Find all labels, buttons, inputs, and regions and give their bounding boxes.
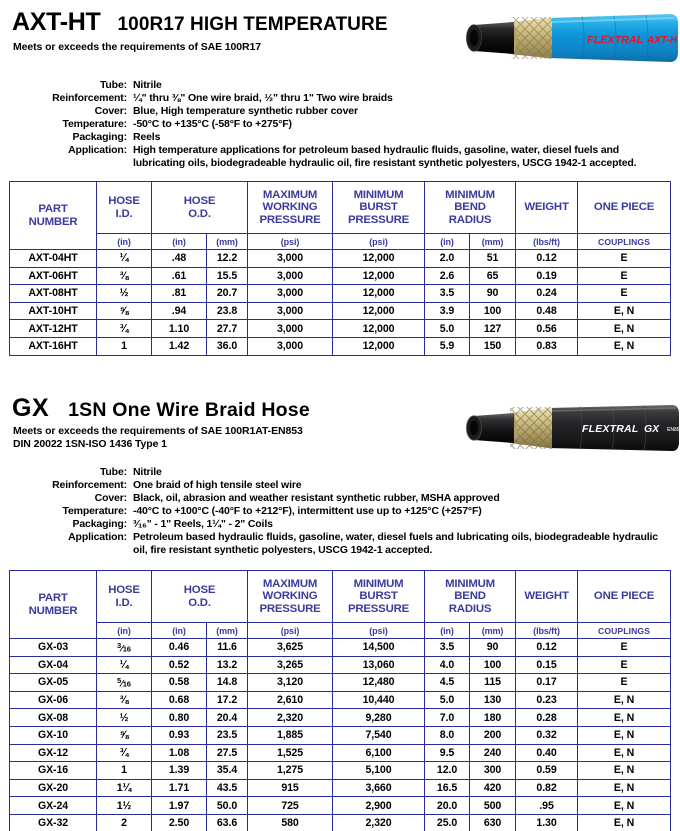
cell-br-in: 3.5 [425,639,470,657]
table-row [10,744,671,762]
spec-label: Temperature: [62,505,127,518]
cell-part: GX-03 [10,639,97,657]
unit-hose-od-mm: (mm) [207,234,248,250]
table-body-axt-ht [10,250,671,356]
cell-id-in: ¼ [97,250,152,268]
cell-weight: .95 [516,797,578,815]
cell-mwp: 1,885 [248,726,333,744]
cell-od-in: 1.97 [152,797,207,815]
cell-od-mm: 50.0 [207,797,248,815]
cell-br-in: 7.0 [425,709,470,727]
cell-weight: 0.19 [516,267,578,285]
cell-br-in: 3.9 [425,302,470,320]
header-weight: WEIGHT [516,571,578,623]
spec-row [0,144,668,169]
cell-weight: 0.82 [516,779,578,797]
spec-value: -50°C to +135°C (-58°F to +275°F) [133,118,292,131]
cell-mbp: 12,000 [333,250,425,268]
cell-mbp: 3,660 [333,779,425,797]
cell-part: GX-20 [10,779,97,797]
cell-od-mm: 35.4 [207,762,248,780]
cell-od-mm: 23.5 [207,726,248,744]
cell-id-in: ½ [97,285,152,303]
table-row [10,814,671,831]
table-header-row [10,571,671,623]
table-row [10,639,671,657]
cell-couplings: E [578,656,671,674]
cell-weight: 0.12 [516,250,578,268]
cell-br-mm: 630 [470,814,516,831]
spec-value-cont: lubricating oils, biodegradeable hydraulic oil, fire resistant synthetic polyesters, USCG 1942-1 accepted. [133,157,637,170]
cell-br-mm: 420 [470,779,516,797]
cell-weight: 0.56 [516,320,578,338]
spec-row [0,518,676,531]
cell-weight: 1.30 [516,814,578,831]
cell-id-in: ⅜ [97,267,152,285]
cell-part: GX-04 [10,656,97,674]
cell-couplings: E [578,639,671,657]
spec-label: Cover: [94,492,127,505]
spec-list-axt-ht [0,79,668,170]
cell-mbp: 12,000 [333,337,425,355]
cell-weight: 0.59 [516,762,578,780]
cell-mwp: 1,275 [248,762,333,780]
spec-label: Application: [68,144,127,157]
cell-od-mm: 12.2 [207,250,248,268]
spec-table-axt-ht [9,181,671,356]
unit-mwp-psi: (psi) [248,234,333,250]
spec-value: Black, oil, abrasion and weather resistant synthetic rubber, MSHA approved [133,492,500,505]
cell-id-in: ¾ [97,744,152,762]
unit-hose-od-in: (in) [152,623,207,639]
cell-br-mm: 240 [470,744,516,762]
cell-couplings: E, N [578,797,671,815]
spec-row [0,492,676,505]
product-name-gx: 1SN One Wire Braid Hose [68,399,310,421]
cell-id-in: ⅝ [97,302,152,320]
cell-od-in: 0.52 [152,656,207,674]
unit-hose-od-in: (in) [152,234,207,250]
cell-br-in: 5.9 [425,337,470,355]
cell-weight: 0.48 [516,302,578,320]
cell-couplings: E, N [578,709,671,727]
unit-mwp-psi: (psi) [248,623,333,639]
spec-row [0,531,676,556]
cell-br-in: 4.5 [425,674,470,692]
spec-value: Reels [133,131,161,144]
cell-mwp: 3,000 [248,267,333,285]
cell-id-in: ¾ [97,320,152,338]
unit-bend-mm: (mm) [470,623,516,639]
cell-br-mm: 51 [470,250,516,268]
cell-mbp: 2,320 [333,814,425,831]
cell-mbp: 12,000 [333,302,425,320]
spec-label: Packaging: [72,131,127,144]
cell-mwp: 3,000 [248,302,333,320]
cell-weight: 0.12 [516,639,578,657]
spec-value: Nitrile [133,79,162,91]
unit-hose-id-in: (in) [97,623,152,639]
cell-couplings: E, N [578,691,671,709]
spec-label: Tube: [99,79,127,91]
cell-od-mm: 43.5 [207,779,248,797]
cell-mbp: 6,100 [333,744,425,762]
spec-table-axt-ht-wrap [9,181,671,356]
table-row [10,250,671,268]
header-hose-od: HOSE O.D. [152,571,248,623]
header-weight: WEIGHT [516,182,578,234]
cell-mbp: 12,000 [333,320,425,338]
hose-brand-print: FLEXTRAL [587,34,644,46]
header-part-number: PART NUMBER [10,182,97,250]
spec-table-gx [9,570,671,831]
unit-bend-mm: (mm) [470,234,516,250]
header-max-working-pressure: MAXIMUM WORKING PRESSURE [248,182,333,234]
table-row [10,267,671,285]
cell-mwp: 3,625 [248,639,333,657]
cell-couplings: E [578,674,671,692]
cell-mbp: 12,480 [333,674,425,692]
spec-row [0,479,676,492]
cell-mbp: 5,100 [333,762,425,780]
section-title-gx [12,394,310,423]
unit-weight: (lbs/ft) [516,623,578,639]
hose-model-print: AXT-H [647,35,677,46]
spec-value: Nitrile [133,466,162,478]
cell-couplings: E, N [578,744,671,762]
cell-couplings: E, N [578,320,671,338]
cell-weight: 0.83 [516,337,578,355]
cell-mwp: 1,525 [248,744,333,762]
header-hose-od: HOSE O.D. [152,182,248,234]
spec-value: ³⁄₁₆" - 1" Reels, 1¼" - 2" Coils [133,518,273,531]
hose-illustration-black [462,396,680,458]
table-row [10,762,671,780]
spec-label: Tube: [99,466,127,478]
cell-od-mm: 14.8 [207,674,248,692]
unit-mbp-psi: (psi) [333,623,425,639]
unit-couplings: COUPLINGS [578,234,671,250]
cell-br-in: 5.0 [425,320,470,338]
cell-od-in: 1.39 [152,762,207,780]
cell-weight: 0.24 [516,285,578,303]
cell-br-in: 2.0 [425,250,470,268]
cell-od-mm: 23.8 [207,302,248,320]
cell-mbp: 12,000 [333,285,425,303]
cell-weight: 0.28 [516,709,578,727]
unit-bend-in: (in) [425,623,470,639]
spec-row [0,92,668,105]
table-row [10,779,671,797]
cell-mbp: 2,900 [333,797,425,815]
cell-od-in: 2.50 [152,814,207,831]
cell-br-mm: 130 [470,691,516,709]
cell-mbp: 7,540 [333,726,425,744]
spec-label: Reinforcement: [52,479,127,492]
cell-couplings: E, N [578,814,671,831]
cell-part: AXT-08HT [10,285,97,303]
cell-br-in: 9.5 [425,744,470,762]
spec-value-wrap [133,531,676,556]
standard-line: DIN 20022 1SN-ISO 1436 Type 1 [13,438,167,450]
cell-couplings: E [578,285,671,303]
spec-row [0,118,668,131]
cell-id-in: $^3$⁄16 [97,639,152,657]
header-one-piece: ONE PIECE [578,182,671,234]
spec-row [0,505,676,518]
table-body-gx [10,639,671,831]
spec-row [0,105,668,118]
cell-od-mm: 17.2 [207,691,248,709]
hose-illustration-blue [462,2,680,68]
table-row [10,797,671,815]
cell-mbp: 12,000 [333,267,425,285]
cell-od-in: .61 [152,267,207,285]
cell-br-in: 5.0 [425,691,470,709]
cell-od-mm: 11.6 [207,639,248,657]
cell-part: AXT-10HT [10,302,97,320]
cell-mwp: 3,120 [248,674,333,692]
header-min-burst-pressure: MINIMUM BURST PRESSURE [333,571,425,623]
standards-axt-ht [13,41,453,54]
cell-part: AXT-06HT [10,267,97,285]
cell-br-mm: 200 [470,726,516,744]
spec-row [0,79,668,92]
header-max-working-pressure: MAXIMUM WORKING PRESSURE [248,571,333,623]
cell-br-in: 12.0 [425,762,470,780]
spec-label: Cover: [94,105,127,118]
cell-couplings: E, N [578,302,671,320]
cell-mwp: 3,000 [248,285,333,303]
spec-value-cont: oil, fire resistant synthetic polyesters, USCG 1942-1 accepted. [133,544,433,557]
unit-bend-in: (in) [425,234,470,250]
cell-od-in: 0.80 [152,709,207,727]
header-min-burst-pressure: MINIMUM BURST PRESSURE [333,182,425,234]
cell-mbp: 14,500 [333,639,425,657]
cell-couplings: E, N [578,779,671,797]
header-part-number: PART NUMBER [10,571,97,639]
cell-weight: 0.40 [516,744,578,762]
cell-br-mm: 100 [470,302,516,320]
product-code-axt-ht: AXT-HT [12,8,101,36]
cell-couplings: E, N [578,726,671,744]
cell-od-mm: 20.7 [207,285,248,303]
cell-od-in: .94 [152,302,207,320]
cell-weight: 0.17 [516,674,578,692]
cell-id-in: 1 [97,337,152,355]
cell-mbp: 9,280 [333,709,425,727]
cell-mwp: 2,610 [248,691,333,709]
unit-weight: (lbs/ft) [516,234,578,250]
product-name-axt-ht: 100R17 HIGH TEMPERATURE [117,14,388,35]
cell-br-in: 16.5 [425,779,470,797]
cell-part: GX-05 [10,674,97,692]
cell-br-in: 8.0 [425,726,470,744]
spec-value: Petroleum based hydraulic fluids, gasoline, water, diesel fuels and lubricating oils, biodegradeable hydraulic [133,531,658,544]
cell-br-mm: 150 [470,337,516,355]
cell-br-in: 20.0 [425,797,470,815]
spec-row [0,131,668,144]
cell-br-mm: 65 [470,267,516,285]
spec-value-wrap [133,144,668,169]
table-row [10,691,671,709]
cell-br-mm: 180 [470,709,516,727]
cell-od-mm: 15.5 [207,267,248,285]
cell-od-in: 0.46 [152,639,207,657]
cell-part: GX-16 [10,762,97,780]
cell-couplings: E, N [578,762,671,780]
spec-label: Packaging: [72,518,127,531]
standard-line: Meets or exceeds the requirements of SAE 100R17 [13,41,261,53]
cell-od-mm: 27.7 [207,320,248,338]
unit-hose-od-mm: (mm) [207,623,248,639]
cell-od-in: 1.10 [152,320,207,338]
cell-couplings: E, N [578,337,671,355]
product-code-gx: GX [12,394,50,422]
cell-od-mm: 27.5 [207,744,248,762]
cell-br-mm: 90 [470,639,516,657]
cell-br-mm: 300 [470,762,516,780]
cell-od-mm: 20.4 [207,709,248,727]
cell-id-in: 1 [97,762,152,780]
table-row [10,674,671,692]
cell-weight: 0.23 [516,691,578,709]
unit-couplings: COUPLINGS [578,623,671,639]
cell-part: GX-32 [10,814,97,831]
spec-value: ¼" thru ⅜" One wire braid, ½" thru 1" Two wire braids [133,92,393,105]
cell-weight: 0.15 [516,656,578,674]
cell-mwp: 915 [248,779,333,797]
spec-value: -40°C to +100°C (-40°F to +212°F), intermittent use up to +125°C (+257°F) [133,505,482,518]
table-header-row [10,182,671,234]
cell-part: AXT-12HT [10,320,97,338]
cell-br-in: 25.0 [425,814,470,831]
cell-br-mm: 90 [470,285,516,303]
spec-value: High temperature applications for petroleum based hydraulic fluids, gasoline, water, diesel fuels and [133,144,620,157]
cell-part: GX-10 [10,726,97,744]
cell-mwp: 580 [248,814,333,831]
cell-mwp: 3,000 [248,250,333,268]
spec-label: Temperature: [62,118,127,131]
spec-table-gx-wrap [9,570,671,831]
cell-od-in: 0.68 [152,691,207,709]
cell-br-in: 2.6 [425,267,470,285]
table-row [10,285,671,303]
hose-model-print: GX [644,423,660,435]
cell-id-in: $^5$⁄16 [97,674,152,692]
hose-image-axt-ht [462,2,680,68]
spec-label: Reinforcement: [52,92,127,105]
cell-br-mm: 115 [470,674,516,692]
cell-id-in: 2 [97,814,152,831]
header-hose-id: HOSE I.D. [97,571,152,623]
cell-part: AXT-04HT [10,250,97,268]
section-title-axt-ht [12,8,388,37]
cell-od-mm: 13.2 [207,656,248,674]
cell-mwp: 3,000 [248,337,333,355]
cell-part: GX-08 [10,709,97,727]
cell-br-mm: 127 [470,320,516,338]
cell-id-in: 1½ [97,797,152,815]
cell-weight: 0.32 [516,726,578,744]
cell-od-in: .81 [152,285,207,303]
cell-id-in: ⅝ [97,726,152,744]
cell-mbp: 13,060 [333,656,425,674]
cell-od-in: 0.58 [152,674,207,692]
cell-id-in: ½ [97,709,152,727]
cell-mwp: 725 [248,797,333,815]
cell-mbp: 10,440 [333,691,425,709]
spec-value: One braid of high tensile steel wire [133,479,302,492]
table-unit-row [10,623,671,639]
table-row [10,320,671,338]
cell-mwp: 3,265 [248,656,333,674]
cell-od-in: 1.08 [152,744,207,762]
cell-couplings: E [578,267,671,285]
cell-id-in: 1¼ [97,779,152,797]
cell-mwp: 2,320 [248,709,333,727]
unit-hose-id-in: (in) [97,234,152,250]
spec-row [0,466,676,479]
cell-br-mm: 100 [470,656,516,674]
cell-od-in: 1.71 [152,779,207,797]
cell-od-in: .48 [152,250,207,268]
spec-list-gx [0,466,676,557]
header-min-bend-radius: MINIMUM BEND RADIUS [425,571,516,623]
cell-br-in: 3.5 [425,285,470,303]
cell-id-in: ¼ [97,656,152,674]
hose-image-gx [462,396,680,458]
hose-standard-print: EN85 [667,427,680,433]
cell-part: GX-24 [10,797,97,815]
cell-part: AXT-16HT [10,337,97,355]
table-row [10,726,671,744]
cell-od-in: 1.42 [152,337,207,355]
cell-br-mm: 500 [470,797,516,815]
spec-label: Application: [68,531,127,544]
table-unit-row [10,234,671,250]
table-row [10,656,671,674]
table-row [10,302,671,320]
standards-gx [13,425,453,451]
standard-line: Meets or exceeds the requirements of SAE 100R1AT-EN853 [13,425,303,437]
hose-brand-print: FLEXTRAL [582,423,639,435]
cell-mwp: 3,000 [248,320,333,338]
cell-od-mm: 63.6 [207,814,248,831]
table-row [10,337,671,355]
header-one-piece: ONE PIECE [578,571,671,623]
cell-od-mm: 36.0 [207,337,248,355]
table-row [10,709,671,727]
cell-couplings: E [578,250,671,268]
cell-od-in: 0.93 [152,726,207,744]
spec-value: Blue, High temperature synthetic rubber cover [133,105,358,118]
header-hose-id: HOSE I.D. [97,182,152,234]
cell-part: GX-12 [10,744,97,762]
cell-part: GX-06 [10,691,97,709]
cell-id-in: ⅜ [97,691,152,709]
cell-br-in: 4.0 [425,656,470,674]
unit-mbp-psi: (psi) [333,234,425,250]
header-min-bend-radius: MINIMUM BEND RADIUS [425,182,516,234]
